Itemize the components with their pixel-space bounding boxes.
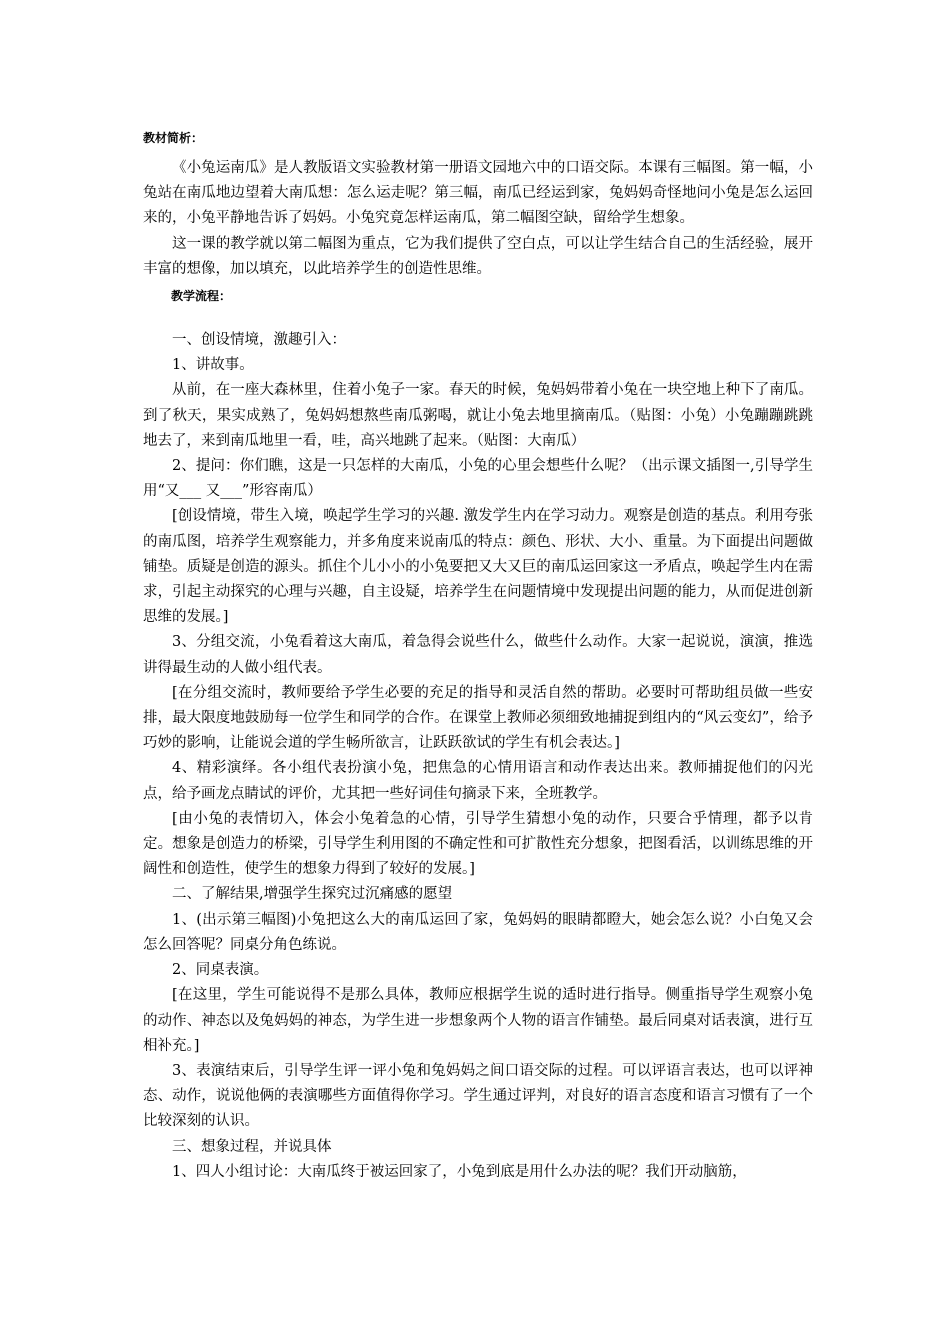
flow-step-2-3: 3、表演结束后，引导学生评一评小兔和兔妈妈之间口语交际的过程。可以评语言表达，也可以评神态、动作，说说他俩的表演哪些方面值得你学习。学生通过评判，对良好的语言态度和语言习惯有了一个比较深刻的认识。 [143, 1062, 813, 1130]
flow-note-1: [创设情境，带生入境，唤起学生学习的兴趣. 激发学生内在学习动力。观察是创造的基点。利用夸张的南瓜图，培养学生观察能力，并多角度来说南瓜的特点：颜色、形状、大小、重量。为下面提出问题做铺垫。质疑是创造的源头。抓住个儿小小的小兔要把又大又巨的南瓜运回家这一矛盾点，唤起学生内在需求，引起主动探究的心理与兴趣，自主设疑，培养学生在问题情境中发现提出问题的能力，从而促进创新思维的发展。] [143, 508, 813, 626]
flow-note-4: [在这里，学生可能说得不是那么具体，教师应根据学生说的适时进行指导。侧重指导学生观察小兔的动作、神态以及兔妈妈的神态，为学生进一步想象两个人物的语言作铺垫。最后同桌对话表演，进行互相补充。] [143, 987, 813, 1054]
flow-step-1-2: 2、提问：你们瞧，这是一只怎样的大南瓜，小兔的心里会想些什么呢？（出示课文插图一,引导学生用“又___ 又___”形容南瓜） [143, 458, 813, 500]
flow-section-3-title: 三、想象过程，并说具体 [172, 1138, 332, 1155]
flow-step-2-2: 2、同桌表演。 [172, 962, 269, 979]
flow-step-1-4: 4、精彩演绎。各小组代表扮演小兔，把焦急的心情用语言和动作表达出来。教师捕捉他们的闪光点，给予画龙点睛试的评价，尤其把一些好词佳句摘录下来，全班教学。 [143, 760, 813, 802]
flow-note-3: [由小兔的表情切入，体会小兔着急的心情，引导学生猜想小兔的动作，只要合乎情理，都予以肯定。想象是创造力的桥梁，引导学生利用图的不确定性和可扩散性充分想象，把图看活，以训练思维的开阔性和创造性，使学生的想象力得到了较好的发展。] [143, 810, 813, 878]
flow-story-paragraph: 从前，在一座大森林里，住着小兔子一家。春天的时候，兔妈妈带着小兔在一块空地上种下了南瓜。到了秋天，果实成熟了，兔妈妈想熬些南瓜粥喝，就让小兔去地里摘南瓜。（贴图：小兔）小兔蹦蹦跳跳地去了，来到南瓜地里一看，哇，高兴地跳了起来。（贴图：大南瓜） [143, 382, 813, 449]
flow-section-1-title: 一、创设情境，激趣引入： [172, 332, 346, 349]
document-body [143, 128, 813, 1185]
spacer [143, 314, 813, 328]
flow-step-1-3: 3、分组交流，小兔看着这大南瓜，着急得会说些什么，做些什么动作。大家一起说说，演演，推选讲得最生动的人做小组代表。 [143, 634, 813, 676]
flow-section-2-title: 二、了解结果,增强学生探究过沉痛感的愿望 [172, 886, 453, 903]
heading-teaching-flow: 教学流程： [171, 289, 232, 304]
heading-textbook-analysis: 教材简析： [143, 131, 204, 145]
flow-step-3-1: 1、四人小组讨论：大南瓜终于被运回家了，小兔到底是用什么办法的呢？我们开动脑筋， [172, 1163, 747, 1180]
intro-paragraph-2: 这一课的教学就以第二幅图为重点，它为我们提供了空白点，可以让学生结合自己的生活经验，展开丰富的想像，加以填充，以此培养学生的创造性思维。 [143, 235, 813, 277]
flow-note-2: [在分组交流时，教师要给予学生必要的充足的指导和灵活自然的帮助。必要时可帮助组员做一些安排，最大限度地鼓励每一位学生和同学的合作。在课堂上教师必须细致地捕捉到组内的“风云变幻”，给予巧妙的影响，让能说会道的学生畅所欲言，让跃跃欲试的学生有机会表达。] [143, 684, 813, 752]
flow-step-2-1: 1、(出示第三幅图)小兔把这么大的南瓜运回了家，兔妈妈的眼睛都瞪大，她会怎么说？小白兔又会怎么回答呢？同桌分角色练说。 [143, 911, 813, 953]
intro-paragraph-1: 《小兔运南瓜》是人教版语文实验教材第一册语文园地六中的口语交际。本课有三幅图。第一幅，小兔站在南瓜地边望着大南瓜想：怎么运走呢？第三幅，南瓜已经运到家，兔妈妈奇怪地问小兔是怎么运回来的，小兔平静地告诉了妈妈。小兔究竟怎样运南瓜，第二幅图空缺，留给学生想象。 [143, 160, 813, 227]
flow-step-1-1: 1、讲故事。 [172, 357, 254, 374]
